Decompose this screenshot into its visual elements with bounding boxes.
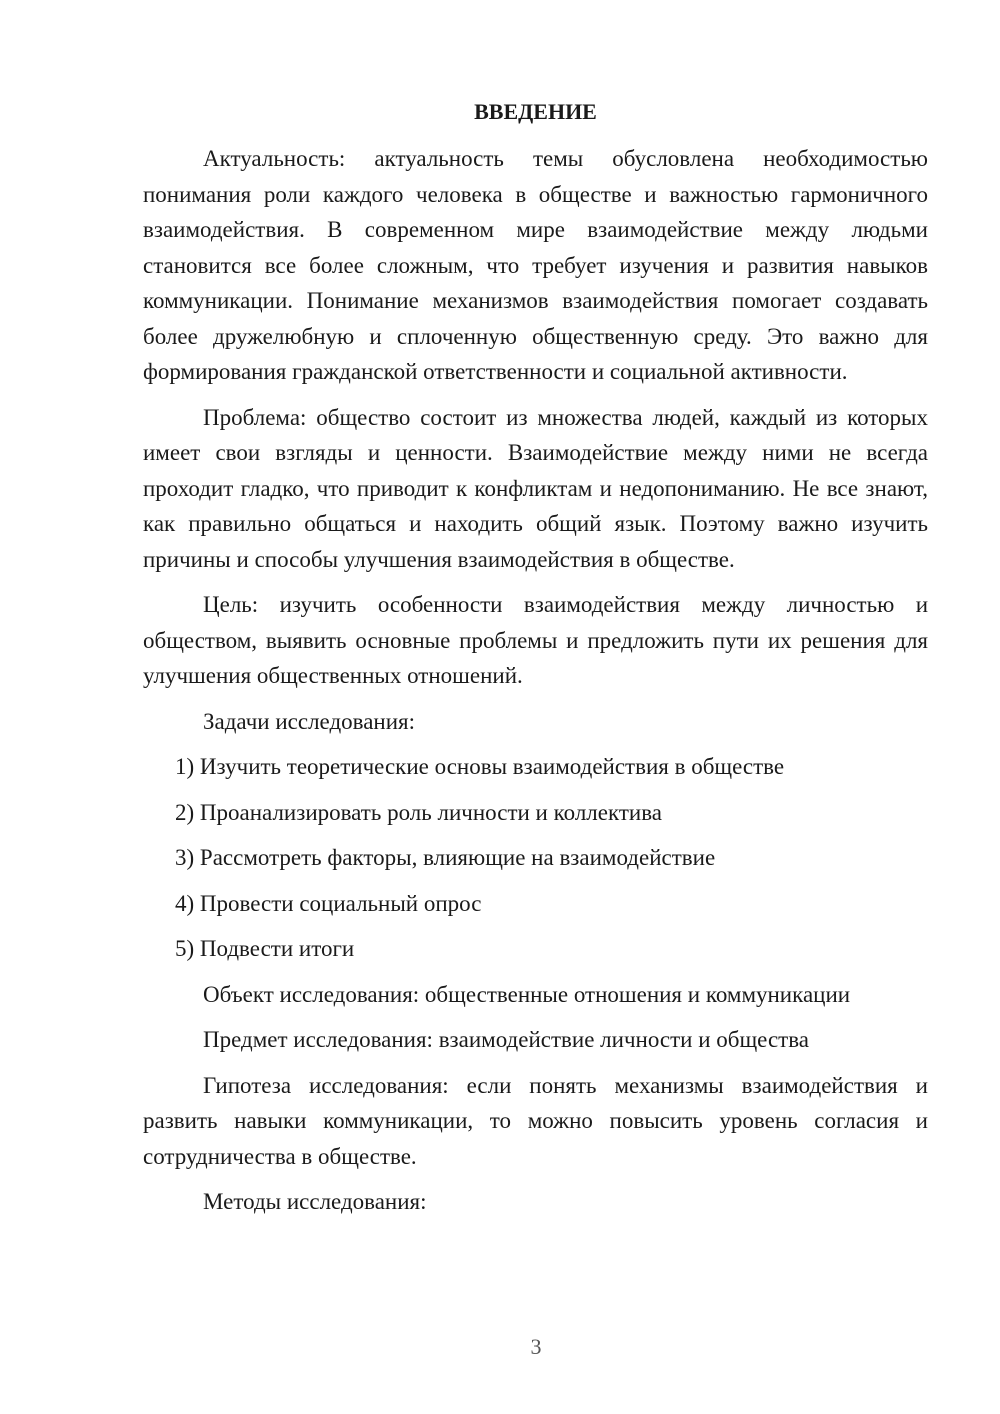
list-item: 2) Проанализировать роль личности и коллектива: [175, 799, 662, 825]
goal-paragraph: Цель: изучить особенности взаимодействия между личностью и обществом, выявить основные проблемы и предложить пути их решения для улучшения общественных отношений.: [143, 592, 928, 688]
relevance-paragraph: Актуальность: актуальность темы обусловлена необходимостью понимания роли каждого человека в обществе и важностью гармоничного взаимодействия. В современном мире взаимодействие между людьми становится все более сложным, что требует изучения и развития навыков коммуникации. Понимание механизмов взаимодействия помогает создавать более дружелюбную и сплоченную общественную среду. Это важно для формирования гражданской ответственности и социальной активности.: [143, 146, 928, 384]
methods-title: Методы исследования:: [203, 1189, 427, 1214]
list-item: 1) Изучить теоретические основы взаимодействия в обществе: [175, 754, 785, 779]
tasks-title: Задачи исследования:: [203, 708, 416, 734]
page-content: [143, 94, 928, 1230]
page-number: 3: [530, 1334, 542, 1359]
subject-paragraph: Предмет исследования: взаимодействие личности и общества: [203, 1027, 809, 1052]
problem-paragraph: Проблема: общество состоит из множества людей, каждый из которых имеет свои взгляды и ценности. Взаимодействие между ними не всегда проходит гладко, что приводит к конфликтам и недопониманию. Не все знают, как правильно общаться и находить общий язык. Поэтому важно изучить причины и способы улучшения взаимодействия в обществе.: [143, 404, 928, 572]
object-paragraph: Объект исследования: общественные отношения и коммуникации: [203, 981, 851, 1007]
list-item: 4) Провести социальный опрос: [175, 890, 482, 916]
list-item: 5) Подвести итоги: [175, 936, 355, 961]
section-heading: ВВЕДЕНИЕ: [474, 99, 597, 124]
hypothesis-paragraph: Гипотеза исследования: если понять механизмы взаимодействия и развить навыки коммуникации, то можно повысить уровень согласия и сотрудничества в обществе.: [143, 1072, 928, 1169]
list-item: 3) Рассмотреть факторы, влияющие на взаимодействие: [175, 845, 716, 870]
